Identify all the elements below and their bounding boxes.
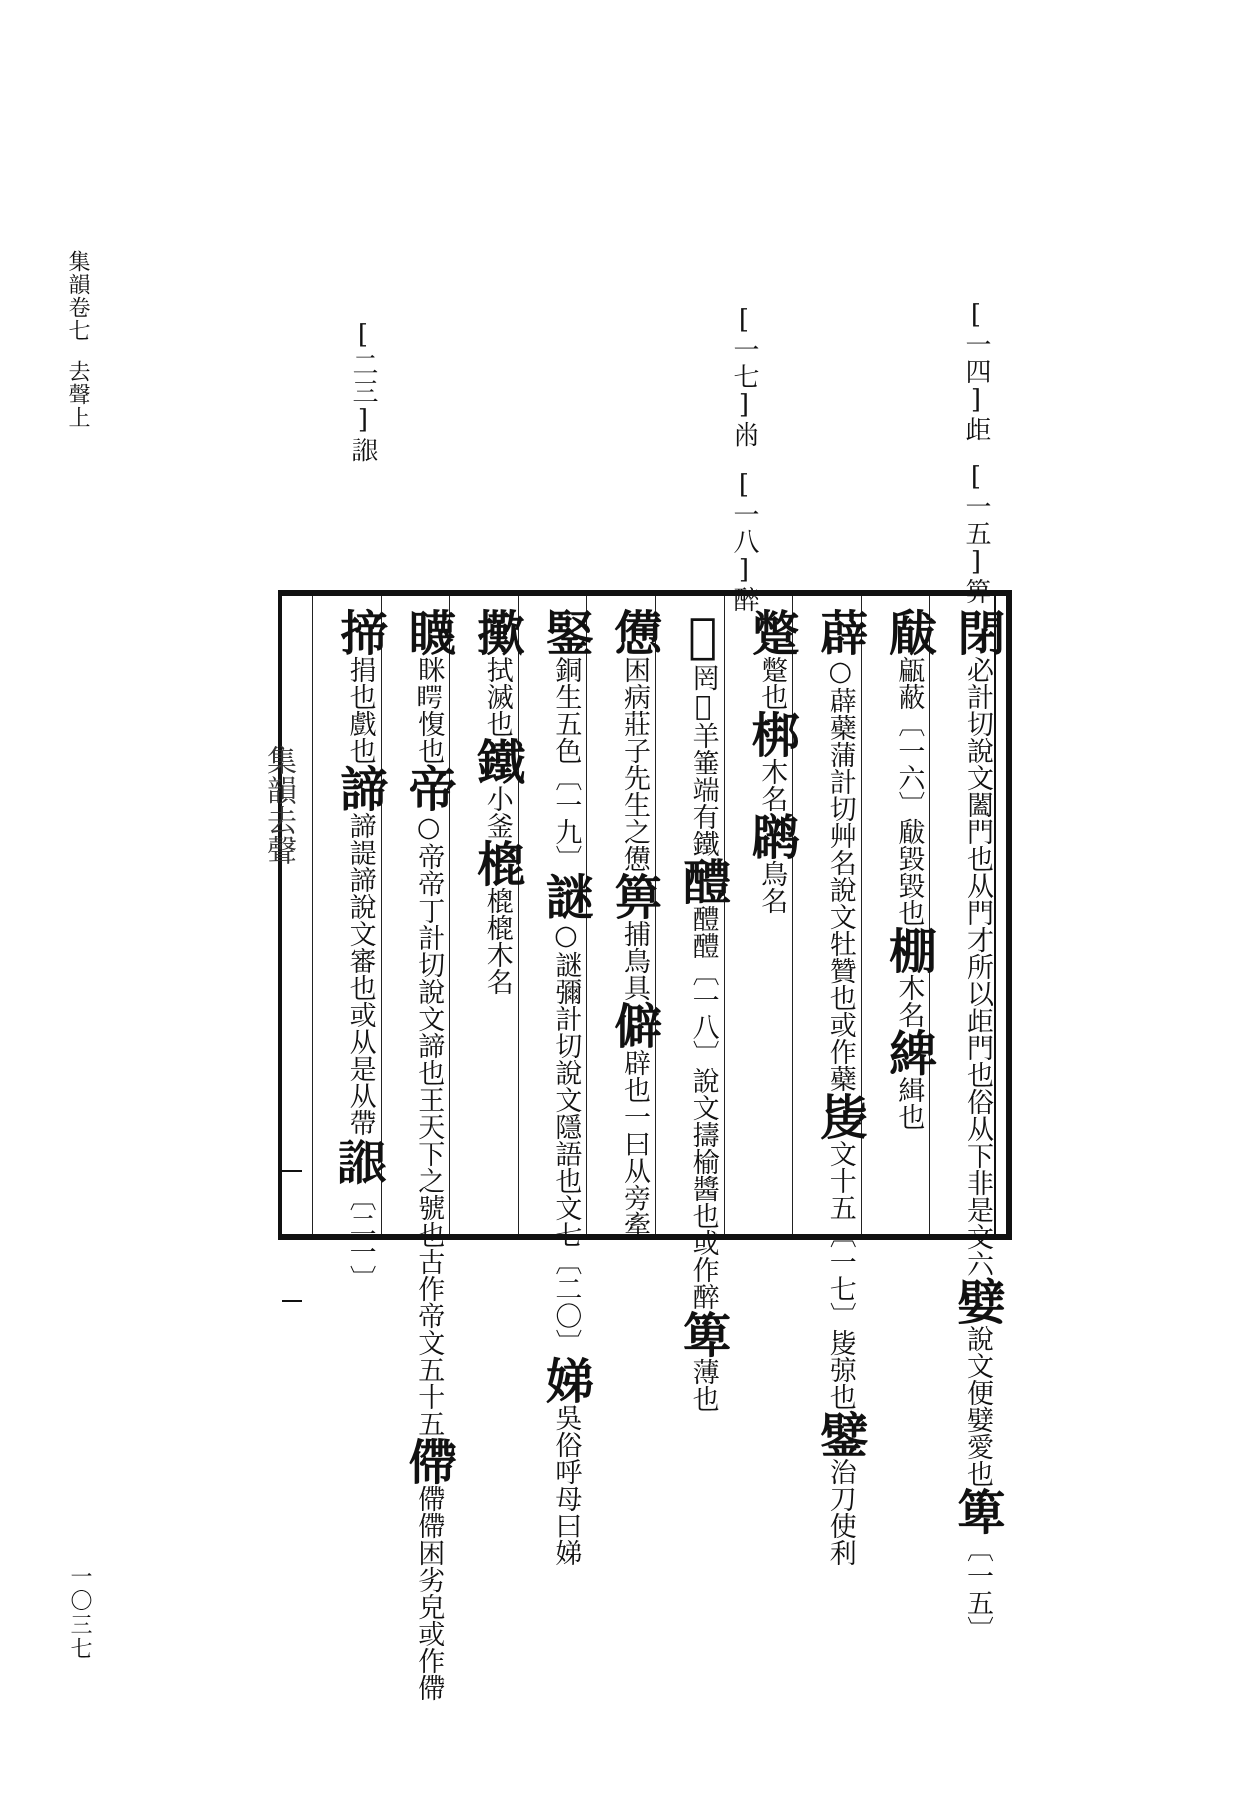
head-character: 鐵	[468, 737, 525, 785]
column-text	[674, 608, 731, 1412]
head-character: 箅	[605, 872, 662, 920]
column-text	[948, 608, 1005, 1643]
head-character: 𪉔	[674, 608, 731, 664]
head-character: 娣	[537, 1356, 594, 1404]
column-text	[743, 608, 800, 914]
running-title	[62, 250, 93, 429]
head-character: 擹	[468, 608, 525, 656]
head-character: 㮰	[468, 839, 525, 887]
text-column	[792, 596, 868, 1566]
note-char: 箅	[961, 578, 991, 605]
gloss-text: ○帝帝丁計切說文諦也王天下之號也古作帝文五十五	[413, 812, 445, 1437]
page-number: 一〇三七	[67, 1565, 92, 1661]
gloss-text: 說文便嬖愛也	[961, 1325, 993, 1487]
gloss-text: ○薜蘗蒲計切艸名說文牡贊也或作蘗	[824, 656, 856, 1092]
gloss-text: 木名	[756, 758, 788, 812]
note-char: 歫	[961, 416, 991, 443]
gloss-text: 醴醴〔一八〕說文擣榆醬也或作醉	[687, 905, 719, 1310]
column-text	[605, 608, 662, 1238]
text-column	[586, 596, 662, 1238]
gloss-text: 必計切說文闔門也从門才所以歫門也俗从下非是文六	[961, 656, 993, 1277]
head-character: 㿫	[811, 1092, 868, 1140]
column-text	[880, 608, 937, 1130]
gloss-text: 銅生五色〔一九〕	[550, 656, 582, 872]
text-frame	[261, 590, 1012, 1701]
text-column	[312, 596, 388, 1292]
head-character: 梆	[743, 710, 800, 758]
head-character: 醴	[674, 857, 731, 905]
gloss-text: 諦諟諦說文審也或从是从帶	[344, 812, 376, 1136]
head-character: 棚	[880, 926, 937, 974]
gloss-text: 罔𪉔羊箠端有鐵	[687, 664, 719, 857]
note-23	[345, 320, 382, 463]
fold-label: 集韻去聲	[261, 745, 296, 865]
column-text	[811, 608, 868, 1566]
gloss-text: 薄也	[687, 1358, 719, 1412]
text-column	[929, 596, 1005, 1643]
note-number: [二三]	[348, 320, 378, 436]
head-character: 僻	[605, 1001, 662, 1049]
head-character: 僀	[400, 1437, 457, 1485]
note-15	[958, 462, 995, 605]
column-text	[331, 608, 388, 1292]
gloss-text: 困病莊子先生之憊	[618, 656, 650, 872]
text-column	[655, 596, 731, 1412]
gloss-text: 治刀使利	[824, 1458, 856, 1566]
note-number: [一五]	[961, 462, 991, 578]
gloss-text: 辟也一曰从旁牽	[618, 1049, 650, 1238]
gloss-text: 吳俗呼母曰娣	[550, 1404, 582, 1566]
head-character: 箄	[674, 1310, 731, 1358]
section-title: 去聲上	[65, 360, 90, 429]
head-character: 閉	[948, 608, 1005, 656]
text-column	[518, 596, 594, 1566]
head-character: 鐾	[811, 1410, 868, 1458]
gloss-text: 〔二一〕	[344, 1184, 376, 1292]
head-character: 諦	[331, 764, 388, 812]
head-character: 嬖	[948, 1277, 1005, 1325]
text-column	[449, 596, 525, 1234]
head-character: 帝	[400, 764, 457, 812]
note-number: [一七]	[729, 305, 759, 421]
head-character: 蹩	[743, 608, 800, 656]
gloss-text: 捕鳥具	[618, 920, 650, 1001]
gloss-text: 甂蔽〔一六〕瞂毀毀也	[893, 656, 925, 926]
column-text	[400, 608, 457, 1701]
gloss-text: 眯𥈭愎也	[413, 656, 445, 764]
note-char: 𧩺	[348, 436, 378, 463]
gloss-text: 拭滅也	[481, 656, 513, 737]
note-number: [一四]	[961, 300, 991, 416]
gloss-text: 㮰㮰木名	[481, 887, 513, 995]
note-17	[726, 305, 763, 448]
gloss-text: ○謎彌計切說文隱語也文七〔二〇〕	[550, 920, 582, 1356]
book-title: 集韻卷七	[65, 250, 90, 342]
note-char: 醉	[729, 586, 759, 613]
gloss-text: 木名	[893, 974, 925, 1028]
column-text	[468, 608, 525, 995]
head-character: 𧩺	[331, 1136, 388, 1184]
head-character: 鋻	[537, 608, 594, 656]
head-character: 䁾	[400, 608, 457, 656]
note-number: [一八]	[729, 470, 759, 586]
text-column	[381, 596, 457, 1701]
gloss-text: 蹩也	[756, 656, 788, 710]
gloss-text: 小釜	[481, 785, 513, 839]
head-character: 箄	[948, 1487, 1005, 1535]
text-column	[861, 596, 937, 1234]
head-character: 䴙	[743, 812, 800, 860]
note-char: 㡀	[729, 421, 759, 448]
gloss-text: 文十五〔一七〕㿫弶也	[824, 1140, 856, 1410]
head-character: 揥	[331, 608, 388, 656]
head-character: 綼	[880, 1028, 937, 1076]
gloss-text: 僀僀困劣皃或作僀	[413, 1485, 445, 1701]
fold-mark	[282, 1170, 302, 1172]
column-text	[537, 608, 594, 1566]
note-14	[958, 300, 995, 443]
gloss-text: 緝也	[893, 1076, 925, 1130]
head-character: 憊	[605, 608, 662, 656]
gloss-text: 鳥名	[756, 860, 788, 914]
head-character: 瞂	[880, 608, 937, 656]
head-character: 謎	[537, 872, 594, 920]
gloss-text: 〔一五〕	[961, 1535, 993, 1643]
head-character: 薜	[811, 608, 868, 656]
fold-mark	[282, 1300, 302, 1302]
text-column	[724, 596, 800, 1234]
gloss-text: 捐也戲也	[344, 656, 376, 764]
